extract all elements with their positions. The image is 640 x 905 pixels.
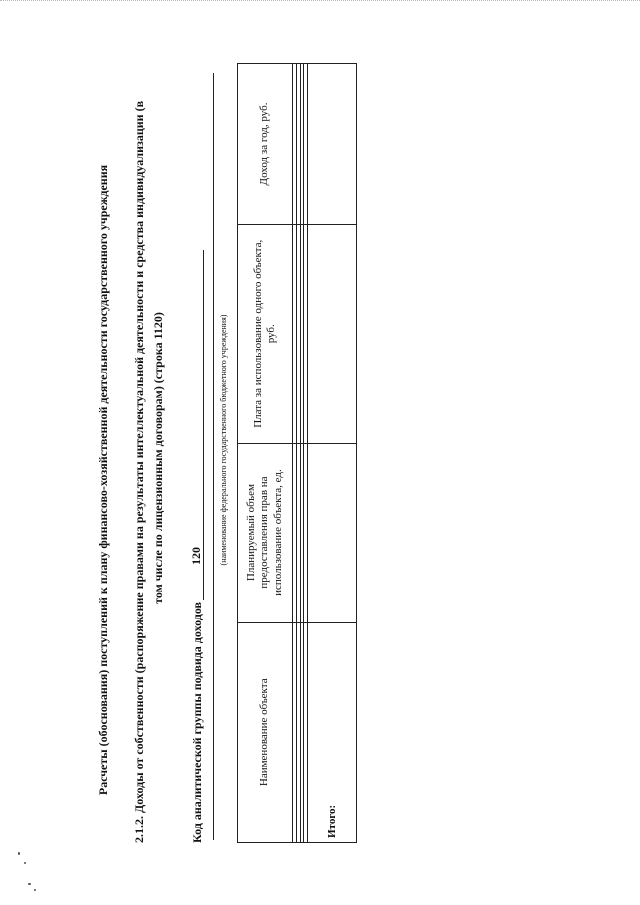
header-planned-volume: Планируемый объем предоставления прав на использование объекта, ед. — [238, 443, 293, 622]
table-cell — [308, 443, 357, 622]
table-cell — [308, 64, 357, 225]
table-header-row — [238, 64, 293, 843]
code-label: Код аналитической группы подвида доходов — [190, 601, 204, 843]
org-name-caption: (наименование федерального государственного бюджетного учреждения) — [219, 314, 228, 566]
header-object-name: Наименование объекта — [238, 622, 293, 842]
header-fee-per-object: Плата за использование одного объекта, руб. — [238, 224, 293, 443]
code-value: 120 — [189, 547, 203, 565]
total-label: Итого: — [308, 622, 357, 842]
section-title-line2: том числе по лицензионным договорам) (строка 1120) — [151, 312, 165, 604]
header-annual-income: Доход за год, руб. — [238, 64, 293, 225]
table-total-row — [308, 64, 357, 843]
income-table — [237, 63, 357, 843]
section-title-line1: 2.1.2. Доходы от собственности (распоряжение правами на результаты интеллектуальной деятельности и средства индивидуализации (в — [132, 100, 146, 843]
document-heading: Расчеты (обоснования) поступлений к плану финансово-хозяйственной деятельности государственного учреждения — [96, 164, 110, 796]
table-cell — [308, 224, 357, 443]
org-name-line — [213, 73, 214, 840]
